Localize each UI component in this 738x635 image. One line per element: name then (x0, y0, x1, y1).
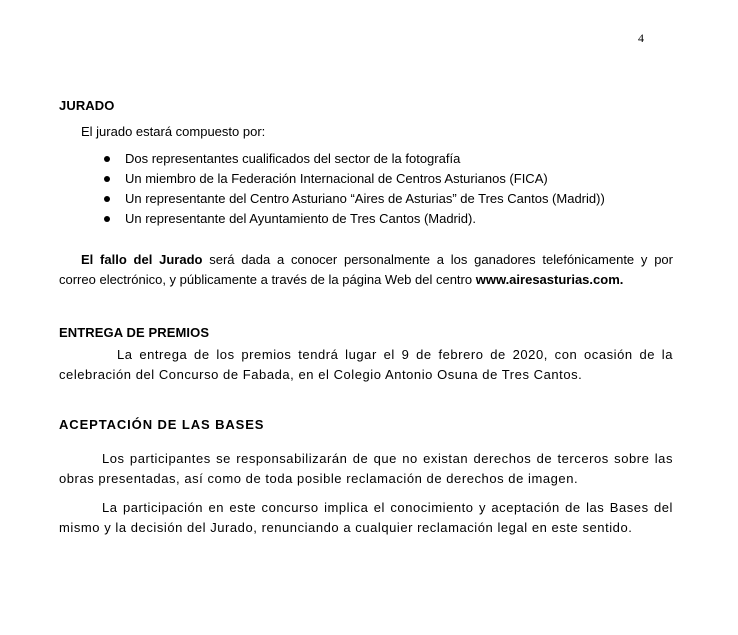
fallo-text-2: correo electrónico, y públicamente a través de la página Web del centro (59, 272, 476, 287)
page-number: 4 (638, 31, 644, 45)
jurado-members-list (100, 149, 605, 229)
fallo-text-1: será dada a conocer personalmente a los ganadores telefónicamente y por (202, 252, 673, 267)
jurado-intro: El jurado estará compuesto por: (81, 124, 266, 139)
aceptacion-p2-line-2: mismo y la decisión del Jurado, renunciando a cualquier reclamación legal en este sentido. (59, 520, 633, 535)
entrega-line-2: celebración del Concurso de Fabada, en el Colegio Antonio Osuna de Tres Cantos. (59, 367, 583, 382)
list-item: Un miembro de la Federación Internacional de Centros Asturianos (FICA) (100, 169, 605, 189)
aceptacion-paragraph-2 (59, 498, 673, 538)
entrega-heading: ENTREGA DE PREMIOS (59, 325, 210, 340)
list-item: Un representante del Ayuntamiento de Tres Cantos (Madrid). (100, 209, 605, 229)
aceptacion-heading: ACEPTACIÓN DE LAS BASES (59, 417, 265, 432)
entrega-line-1: La entrega de los premios tendrá lugar el 9 de febrero de 2020, con ocasión de la (117, 347, 673, 362)
website: www.airesasturias.com. (475, 272, 624, 287)
aceptacion-paragraph-1 (59, 449, 673, 489)
aceptacion-p1-line-2: obras presentadas, así como de toda posible reclamación de derechos de imagen. (59, 471, 579, 486)
list-item: Dos representantes cualificados del sector de la fotografía (100, 149, 605, 169)
list-item: Un representante del Centro Asturiano “Aires de Asturias” de Tres Cantos (Madrid)) (100, 189, 605, 209)
fallo-paragraph (59, 250, 673, 290)
jurado-heading: JURADO (59, 98, 115, 113)
aceptacion-p2-line-1: La participación en este concurso implica el conocimiento y aceptación de las Bases del (102, 500, 673, 515)
entrega-paragraph (59, 345, 673, 385)
fallo-bold: El fallo del Jurado (81, 252, 203, 267)
aceptacion-p1-line-1: Los participantes se responsabilizarán de que no existan derechos de terceros sobre las (102, 451, 673, 466)
